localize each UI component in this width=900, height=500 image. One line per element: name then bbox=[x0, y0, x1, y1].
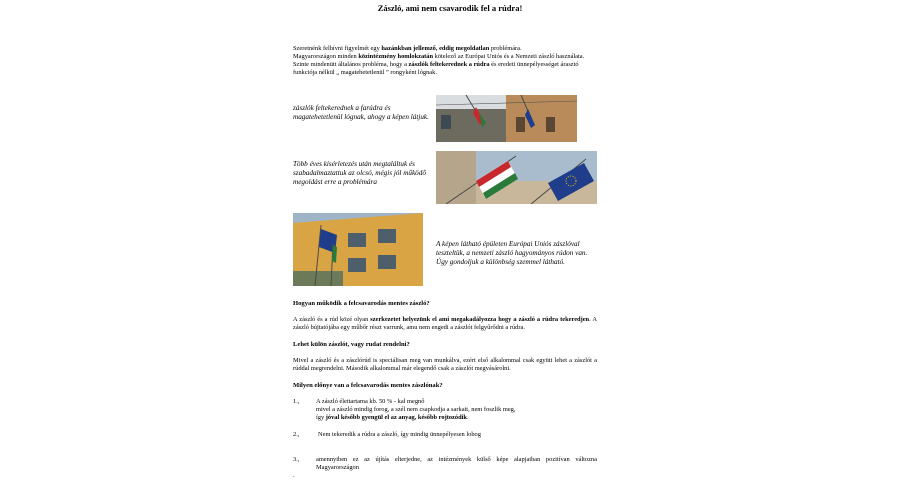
intro-text: Szeretnénk felhívni figyelmét egy bbox=[293, 45, 382, 52]
caption-test-building: A képen látható épületen Európai Uniós zászlóval teszteltük, a nemzeti zászló hagyományos rúdon van. Úgy gondoljuk a különbség szemmel látható. bbox=[436, 240, 588, 266]
paragraph-text: A zászló és a rúd közé olyan bbox=[293, 316, 371, 323]
intro-text: és eredeti ünnepélyességet árasztó funkciója nélkül „ magatehetetlenül ” rongyként lógnak. bbox=[293, 60, 579, 76]
intro-text: Magyarországon minden bbox=[293, 52, 359, 60]
intro-text: problémára. bbox=[489, 45, 522, 52]
intro-bold: zászlók feltekerednek a rúdra bbox=[408, 60, 490, 68]
intro-text: Szinte mindenütt általános probléma, hogy a bbox=[293, 60, 409, 68]
caption-twisted-flags: zászlók feltekerednek a farúdra és magatehetetlenül lógnak, ahogy a képen látjuk. bbox=[293, 104, 429, 121]
intro-text: kötelező az Európai Uniós és a Nemzeti zászló használata. bbox=[433, 52, 585, 60]
list-item-text: A zászló élettartama kb. 50 % - kal megnő bbox=[316, 398, 425, 405]
page-title: Zászló, ami nem csavarodik fel a rúdra! bbox=[377, 3, 523, 13]
photo-flags-flying bbox=[436, 151, 597, 204]
list-number: 3., bbox=[293, 456, 300, 463]
caption-solution: Több éves kísérletezés után megtaláltuk és szabadalmaztattuk az olcsó, mégis jól működő megoldást erre a problémára bbox=[293, 160, 426, 186]
section-heading-how: Hogyan működik a felcsavarodás mentes zászló? bbox=[293, 300, 430, 307]
trailing-dot: . bbox=[293, 472, 295, 479]
intro-bold: közintézmény homlokzatán bbox=[358, 52, 434, 60]
photo-building-eu-flag bbox=[293, 213, 423, 286]
section-heading-benefits: Milyen előnye van a felcsavarodás mentes zászlónak? bbox=[293, 382, 443, 389]
list-item-text: . bbox=[466, 413, 469, 421]
list-item-bold: jóval később gyengül el az anyag, később rojtozódik bbox=[325, 413, 467, 421]
section-heading-order: Lehet külön zászlót, vagy rudat rendelni? bbox=[293, 341, 410, 348]
intro-paragraph bbox=[293, 45, 593, 77]
paragraph-bold: szerkezetet helyezünk el ami megakadályozza hogy a zászló a rúdra tekeredjen bbox=[370, 316, 590, 323]
section-paragraph-order: Mivel a zászló és a zászlórúd is speciálisan meg van munkálva, ezért első alkalommal csak együtt lehet a zászlót a rúddal megrendelni. Második alkalommal már elegendő csak a zászlót megvásárolni. bbox=[293, 357, 597, 372]
paragraph-text: . A zászló bújtatójába egy műbőr részt varrunk, amu nem engedi a zászlót felgyűrődni a rúdra. bbox=[293, 316, 598, 331]
list-number: 2., bbox=[293, 431, 300, 438]
list-item bbox=[316, 398, 596, 422]
list-item-text: mivel a zászló mindig forog, a szél nem csapkodja a sarkait, nem foszlik meg, bbox=[316, 405, 516, 413]
list-number: 1., bbox=[293, 398, 300, 405]
photo-twisted-flags bbox=[436, 95, 577, 142]
list-item: amennyiben ez az újítás elterjedne, az intézmények külső képe alapjaiban pozitívan változna Magyarországon bbox=[316, 456, 597, 471]
list-item-text: így bbox=[316, 413, 326, 421]
intro-bold: hazánkban jellemző, eddig megoldatlan bbox=[381, 45, 490, 52]
section-paragraph-how bbox=[293, 316, 597, 332]
list-item: Nem tekeredik a rúdra a zászló, így mindig ünnepélyesen lobog bbox=[318, 431, 481, 438]
